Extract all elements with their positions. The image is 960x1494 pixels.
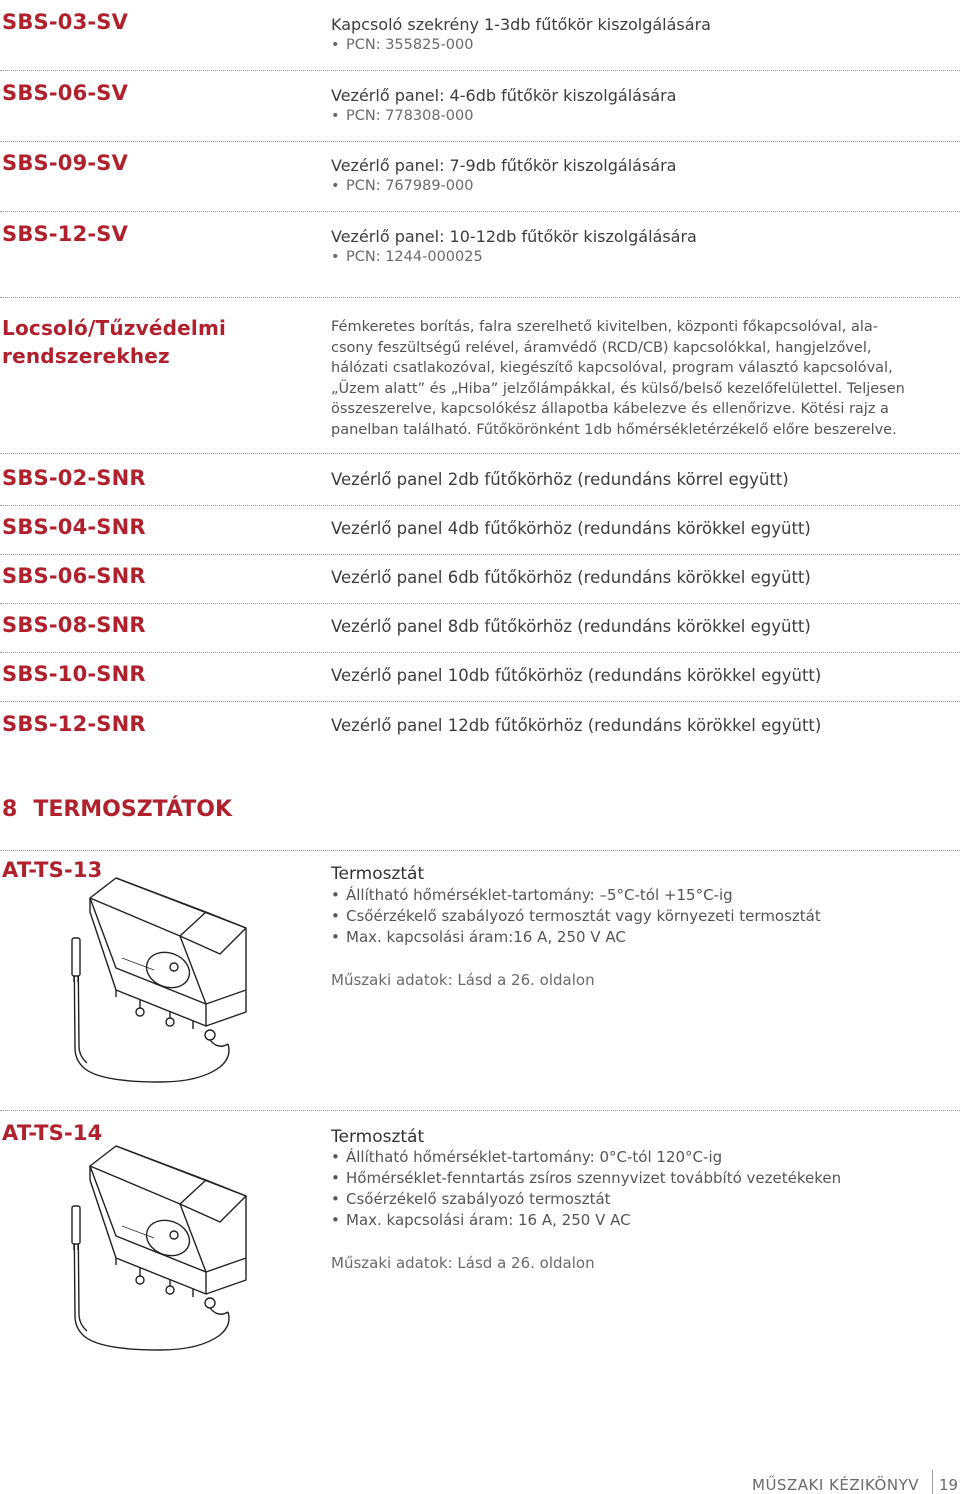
product-title: Vezérlő panel 2db fűtőkörhöz (redundáns körrel együtt): [331, 470, 789, 489]
product-pcn: • PCN: 1244-000025: [331, 249, 483, 265]
sprinkler-label: [2, 314, 226, 370]
divider: [0, 70, 960, 71]
thermostat-image: [60, 1140, 260, 1360]
product-title: Vezérlő panel: 10-12db fűtőkör kiszolgálására: [331, 227, 697, 246]
product-code: SBS-06-SNR: [2, 564, 146, 588]
spec-reference: Műszaki adatok: Lásd a 26. oldalon: [331, 971, 595, 989]
section-title: TERMOSZTÁTOK: [33, 797, 233, 822]
footer-title: MŰSZAKI KÉZIKÖNYV: [752, 1476, 919, 1494]
spec-bullet: • Állítható hőmérséklet-tartomány: –5°C-tól +15°C-ig: [331, 886, 733, 904]
product-pcn: • PCN: 355825-000: [331, 37, 474, 53]
product-code: SBS-12-SNR: [2, 712, 146, 736]
divider: [0, 850, 960, 851]
product-title: Vezérlő panel 10db fűtőkörhöz (redundáns körökkel együtt): [331, 666, 822, 685]
section-heading: [2, 797, 248, 822]
footer-divider: [932, 1470, 933, 1494]
description-line: hálózati csatlakozóval, kiegészítő kapcsolóval, program választó kapcsolóval,: [331, 360, 893, 376]
divider: [0, 1110, 960, 1111]
product-code: SBS-03-SV: [2, 10, 129, 34]
product-code: SBS-08-SNR: [2, 613, 146, 637]
description-line: panelban található. Fűtőkörönként 1db hőmérsékletérzékelő előre beszerelve.: [331, 421, 897, 438]
divider: [0, 603, 960, 604]
divider: [0, 211, 960, 212]
description-line: Fémkeretes borítás, falra szerelhető kivitelben, központi főkapcsolóval, ala-: [331, 319, 878, 335]
sprinkler-label-line: rendszerekhez: [2, 344, 170, 368]
product-code: SBS-10-SNR: [2, 662, 146, 686]
divider: [0, 141, 960, 142]
spec-bullet: • Csőérzékelő szabályozó termosztát vagy környezeti termosztát: [331, 907, 821, 925]
product-title: Vezérlő panel 12db fűtőkörhöz (redundáns körökkel együtt): [331, 716, 822, 735]
product-title: Vezérlő panel 6db fűtőkörhöz (redundáns körökkel együtt): [331, 568, 811, 587]
spec-bullet: • Állítható hőmérséklet-tartomány: 0°C-tól 120°C-ig: [331, 1148, 723, 1166]
product-title: Vezérlő panel: 7-9db fűtőkör kiszolgálására: [331, 156, 677, 175]
divider: [0, 297, 960, 298]
product-subtitle: Termosztát: [331, 1127, 425, 1147]
product-pcn: • PCN: 778308-000: [331, 108, 474, 124]
page-number: 19: [939, 1476, 959, 1494]
product-title: Vezérlő panel 8db fűtőkörhöz (redundáns körökkel együtt): [331, 617, 811, 636]
spec-reference: Műszaki adatok: Lásd a 26. oldalon: [331, 1254, 595, 1272]
sprinkler-label-line: Locsoló/Tűzvédelmi: [2, 316, 227, 340]
product-code: AT-TS-14: [2, 1121, 103, 1145]
product-code: SBS-04-SNR: [2, 515, 146, 539]
product-title: Vezérlő panel 4db fűtőkörhöz (redundáns körökkel együtt): [331, 519, 811, 538]
product-pcn: • PCN: 767989-000: [331, 178, 474, 194]
divider: [0, 652, 960, 653]
divider: [0, 701, 960, 702]
spec-bullet: • Hőmérséklet-fenntartás zsíros szennyvizet továbbító vezetékeken: [331, 1169, 842, 1187]
product-code: SBS-12-SV: [2, 222, 129, 246]
spec-bullet: • Max. kapcsolási áram: 16 A, 250 V AC: [331, 1211, 631, 1229]
product-code: SBS-09-SV: [2, 151, 129, 175]
divider: [0, 554, 960, 555]
spec-bullet: • Csőérzékelő szabályozó termosztát: [331, 1190, 611, 1208]
spec-bullet: • Max. kapcsolási áram:16 A, 250 V AC: [331, 928, 626, 946]
divider: [0, 453, 960, 454]
section-number: 8: [2, 797, 18, 822]
product-code: SBS-02-SNR: [2, 466, 146, 490]
product-title: Vezérlő panel: 4-6db fűtőkör kiszolgálására: [331, 86, 677, 105]
product-code: AT-TS-13: [2, 858, 103, 882]
sprinkler-description: [331, 317, 960, 440]
product-code: SBS-06-SV: [2, 81, 129, 105]
divider: [0, 505, 960, 506]
thermostat-image: [60, 872, 260, 1092]
description-line: összeszerelve, kapcsolókész állapotba kábelezve és ellenőrizve. Kötési rajz a: [331, 401, 889, 417]
description-line: „Üzem alatt” és „Hiba” jelzőlámpákkal, és külső/belső kezelőfelülettel. Teljesen: [331, 380, 905, 397]
product-title: Kapcsoló szekrény 1-3db fűtőkör kiszolgálására: [331, 15, 711, 34]
product-subtitle: Termosztát: [331, 864, 425, 884]
description-line: csony feszültségű relével, áramvédő (RCD/CB) kapcsolókkal, hangjelzővel,: [331, 339, 872, 356]
